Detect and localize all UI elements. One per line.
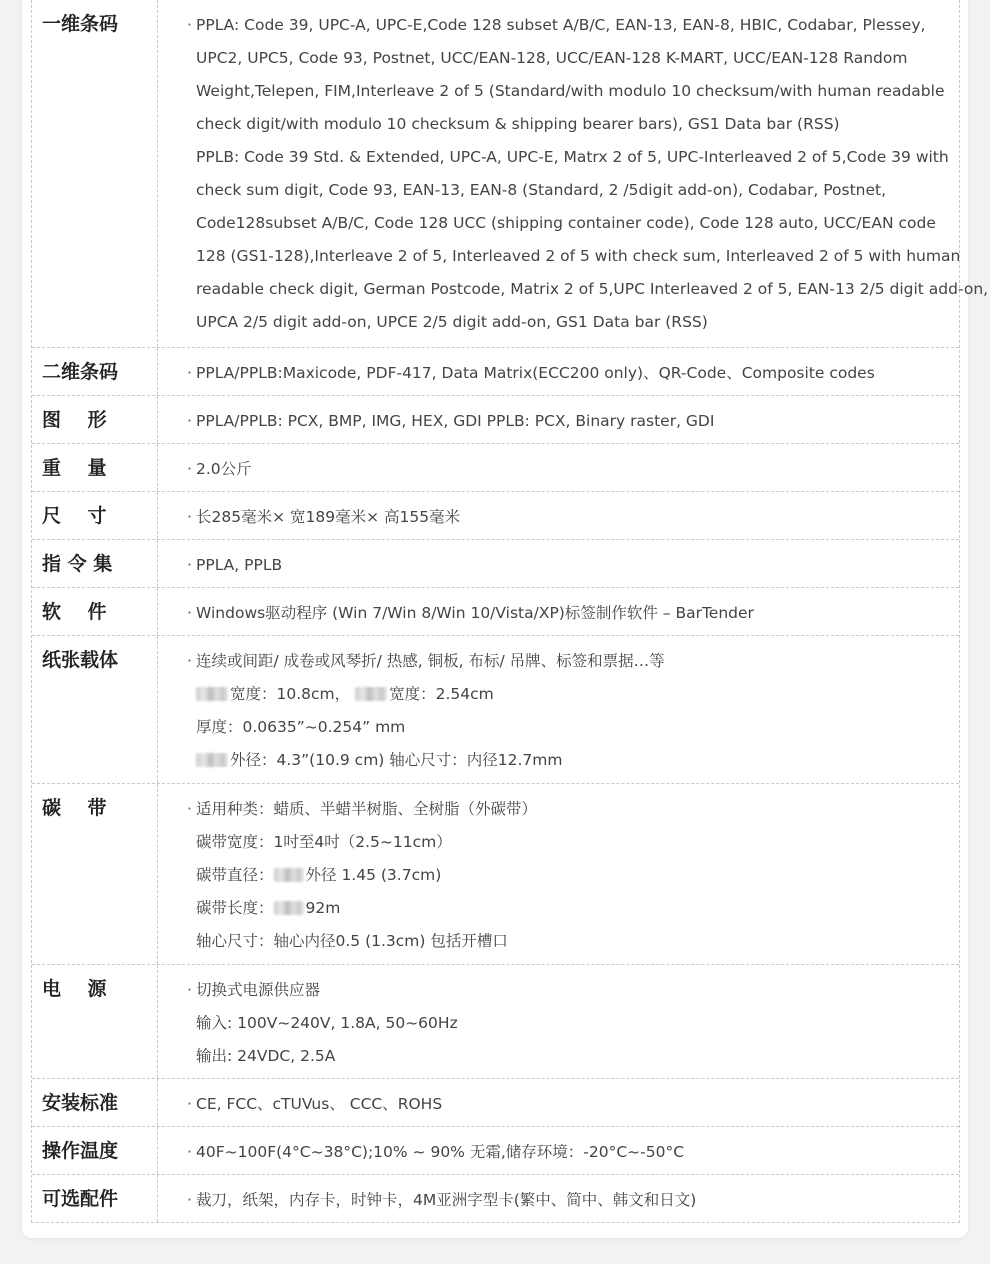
spec-line: · 切换式电源供应器 — [187, 974, 959, 1007]
spec-line: 输入: 100V~240V, 1.8A, 50~60Hz — [196, 1014, 458, 1032]
spec-line: check digit/with modulo 10 checksum & shipping bearer bars), GS1 Data bar (RSS) — [196, 115, 840, 133]
spec-row-media — [32, 635, 959, 783]
spec-line — [196, 892, 959, 925]
spec-line: Code128subset A/B/C, Code 128 UCC (shipping container code), Code 128 auto, UCC/EAN code — [196, 214, 936, 232]
spec-value — [158, 540, 959, 587]
spec-label: 一维条码 — [32, 0, 158, 347]
spec-line: UPC2, UPC5, Code 93, Postnet, UCC/EAN-128, UCC/EAN-128 K-MART, UCC/EAN-128 Random — [196, 49, 908, 67]
ribbon-diameter-label: 碳带直径： — [196, 866, 274, 884]
spec-line: · 适用种类：蜡质、半蜡半树脂、全树脂（外碳带） — [187, 793, 959, 826]
spec-line: readable check digit, German Postcode, Matrix 2 of 5,UPC Interleaved 2 of 5, EAN-13 2/5 digit add-on, — [196, 280, 989, 298]
spec-line: check sum digit, Code 93, EAN-13, EAN-8 (Standard, 2 /5digit add-on), Codabar, Postnet, — [196, 181, 887, 199]
media-roll-diameter: 外径：4.3”(10.9 cm) 轴心尺寸：内径12.7mm — [230, 751, 563, 769]
spec-value — [158, 965, 959, 1078]
spec-label: 重 量 — [32, 444, 158, 491]
spec-value — [158, 1127, 959, 1174]
spec-label: 电 源 — [32, 965, 158, 1078]
spec-row-ribbon — [32, 783, 959, 964]
spec-value — [158, 784, 959, 964]
spec-row-command-set — [32, 539, 959, 587]
spec-row-graphics — [32, 395, 959, 443]
spec-label: 二维条码 — [32, 348, 158, 395]
spec-value — [158, 444, 959, 491]
spec-table — [31, 0, 989, 1223]
spec-label: 图 形 — [32, 396, 158, 443]
redacted-text — [196, 753, 228, 767]
spec-label: 指 令 集 — [32, 540, 158, 587]
spec-row-operating-temp — [32, 1126, 959, 1174]
spec-line: · 裁刀，纸架，内存卡，时钟卡，4M亚洲字型卡(繁中、简中、韩文和日文) — [187, 1184, 959, 1217]
spec-value — [158, 588, 959, 635]
spec-line — [196, 859, 959, 892]
spec-line: Weight,Telepen, FIM,Interleave 2 of 5 (Standard/with modulo 10 checksum/with human readable — [196, 82, 945, 100]
ribbon-length-label: 碳带长度： — [196, 899, 274, 917]
spec-line: 碳带宽度：1吋至4吋（2.5~11cm） — [196, 833, 452, 851]
redacted-text — [274, 868, 304, 882]
spec-value — [158, 0, 988, 347]
spec-row-1d-barcode — [32, 0, 989, 347]
spec-label: 纸张载体 — [32, 636, 158, 783]
spec-label: 尺 寸 — [32, 492, 158, 539]
spec-line: · 长285毫米× 宽189毫米× 高155毫米 — [187, 501, 959, 534]
spec-value — [158, 1079, 959, 1126]
spec-line: · PPLA/PPLB: PCX, BMP, IMG, HEX, GDI PPLB: PCX, Binary raster, GDI — [187, 405, 959, 438]
spec-line: · Windows驱动程序 (Win 7/Win 8/Win 10/Vista/XP)标签制作软件 – BarTender — [187, 597, 959, 630]
spec-line: UPCA 2/5 digit add-on, UPCE 2/5 digit add-on, GS1 Data bar (RSS) — [196, 313, 708, 331]
spec-line: PPLB: Code 39 Std. & Extended, UPC-A, UPC-E, Matrx 2 of 5, UPC-Interleaved 2 of 5,Code 39 with — [196, 148, 949, 166]
spec-line: · PPLA: Code 39, UPC-A, UPC-E,Code 128 subset A/B/C, EAN-13, EAN-8, HBIC, Codabar, Plessey, — [187, 9, 988, 42]
spec-line: · PPLA/PPLB:Maxicode, PDF-417, Data Matrix(ECC200 only)、QR-Code、Composite codes — [187, 357, 959, 390]
spec-line: · 连续或间距/ 成卷或风琴折/ 热感, 铜板, 布标/ 吊牌、标签和票据…等 — [187, 645, 959, 678]
spec-line: · CE, FCC、cTUVus、 CCC、ROHS — [187, 1088, 959, 1121]
media-width-max: 宽度：10.8cm， — [230, 685, 351, 703]
spec-row-power — [32, 964, 959, 1078]
spec-label: 可选配件 — [32, 1175, 158, 1222]
spec-line: 轴心尺寸：轴心内径0.5 (1.3cm) 包括开槽口 — [196, 932, 508, 950]
spec-row-dimensions — [32, 491, 959, 539]
ribbon-length-value: 92m — [305, 899, 341, 917]
spec-line: · 40F~100F(4°C~38°C);10% ~ 90% 无霜,储存环境：-20°C~-50°C — [187, 1136, 959, 1169]
spec-row-weight — [32, 443, 959, 491]
spec-value — [158, 492, 959, 539]
spec-value — [158, 636, 959, 783]
spec-line — [196, 744, 959, 777]
redacted-text — [196, 687, 228, 701]
redacted-text — [355, 687, 387, 701]
spec-label: 安装标准 — [32, 1079, 158, 1126]
spec-line: 厚度：0.0635”~0.254” mm — [196, 718, 406, 736]
spec-value — [158, 348, 959, 395]
spec-line: 128 (GS1-128),Interleave 2 of 5, Interleaved 2 of 5 with check sum, Interleaved 2 of 5 with human — [196, 247, 961, 265]
ribbon-diameter-value: 外径 1.45 (3.7cm) — [305, 866, 442, 884]
spec-line: 输出: 24VDC, 2.5A — [196, 1047, 336, 1065]
spec-row-2d-barcode — [32, 347, 959, 395]
spec-row-software — [32, 587, 959, 635]
spec-label: 操作温度 — [32, 1127, 158, 1174]
spec-value — [158, 396, 959, 443]
redacted-text — [274, 901, 304, 915]
spec-value — [158, 1175, 959, 1222]
media-width-min: 宽度：2.54cm — [389, 685, 494, 703]
spec-label: 软 件 — [32, 588, 158, 635]
spec-line — [196, 678, 959, 711]
spec-row-options — [32, 1174, 959, 1222]
spec-row-certifications — [32, 1078, 959, 1126]
spec-line: · PPLA, PPLB — [187, 549, 959, 582]
spec-line: · 2.0公斤 — [187, 453, 959, 486]
spec-label: 碳 带 — [32, 784, 158, 964]
